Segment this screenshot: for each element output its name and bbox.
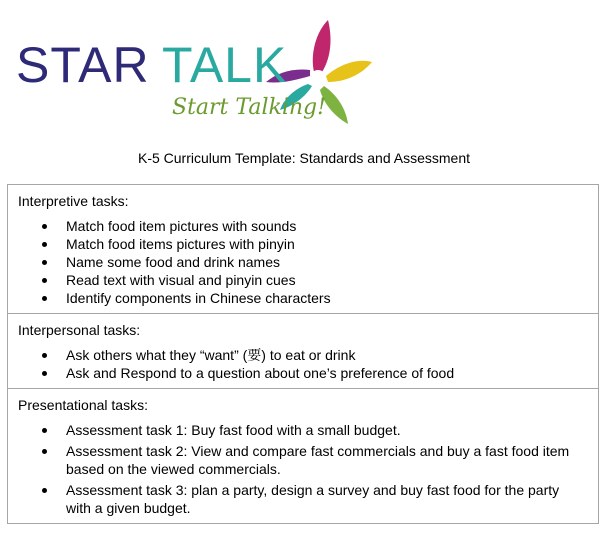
list-item (18, 271, 587, 289)
star-center (310, 70, 326, 86)
list-item-text: Read text with visual and pinyin cues (66, 272, 296, 288)
list-item-text: Match food items pictures with pinyin (66, 236, 295, 252)
section-heading: Interpretive tasks: (18, 193, 129, 209)
bullet-icon (42, 428, 47, 433)
list-item-text: Assessment task 2: View and compare fast commercials and buy a fast food item based on the viewed commercials. (66, 443, 570, 477)
list-item (18, 442, 587, 478)
task-list (18, 421, 587, 517)
bullet-icon (42, 488, 47, 493)
list-item (18, 217, 587, 235)
list-item-text: Name some food and drink names (66, 254, 280, 270)
list-item (18, 364, 587, 382)
startalk-logo (14, 14, 384, 132)
logo-tagline: Start Talking! (172, 95, 326, 120)
list-item (18, 421, 587, 439)
list-item (18, 253, 587, 271)
bullet-icon (42, 296, 47, 301)
list-item (18, 289, 587, 307)
task-list (18, 217, 587, 307)
bullet-icon (42, 371, 47, 376)
task-list (18, 346, 587, 382)
section-heading: Presentational tasks: (18, 397, 148, 413)
section-heading: Interpersonal tasks: (18, 322, 141, 338)
bullet-icon (42, 224, 47, 229)
list-item (18, 346, 587, 364)
presentational-section (8, 388, 598, 523)
brand-part2: TALK (162, 37, 288, 93)
star-petal-top (313, 20, 331, 72)
list-item-text: Assessment task 1: Buy fast food with a small budget. (66, 422, 401, 438)
interpretive-section (8, 185, 598, 313)
bullet-icon (42, 449, 47, 454)
brand-part1: STAR (16, 37, 150, 93)
star-petal-right (326, 61, 372, 82)
list-item (18, 235, 587, 253)
list-item-text: Ask and Respond to a question about one’s preference of food (66, 365, 455, 381)
startalk-logo-graphic (14, 14, 384, 132)
interpersonal-section (8, 313, 598, 388)
list-item-text: Match food item pictures with sounds (66, 218, 297, 234)
document-title: K-5 Curriculum Template: Standards and Assessment (137, 150, 470, 166)
bullet-icon (42, 260, 47, 265)
tasks-table (7, 184, 599, 524)
list-item-text: Identify components in Chinese characters (66, 290, 331, 306)
list-item-text: Assessment task 3: plan a party, design a survey and buy fast food for the party with a given budget. (66, 482, 560, 516)
bullet-icon (42, 353, 47, 358)
bullet-icon (42, 242, 47, 247)
list-item-text: Ask others what they “want” (要) to eat or drink (66, 347, 356, 363)
bullet-icon (42, 278, 47, 283)
list-item (18, 481, 587, 517)
